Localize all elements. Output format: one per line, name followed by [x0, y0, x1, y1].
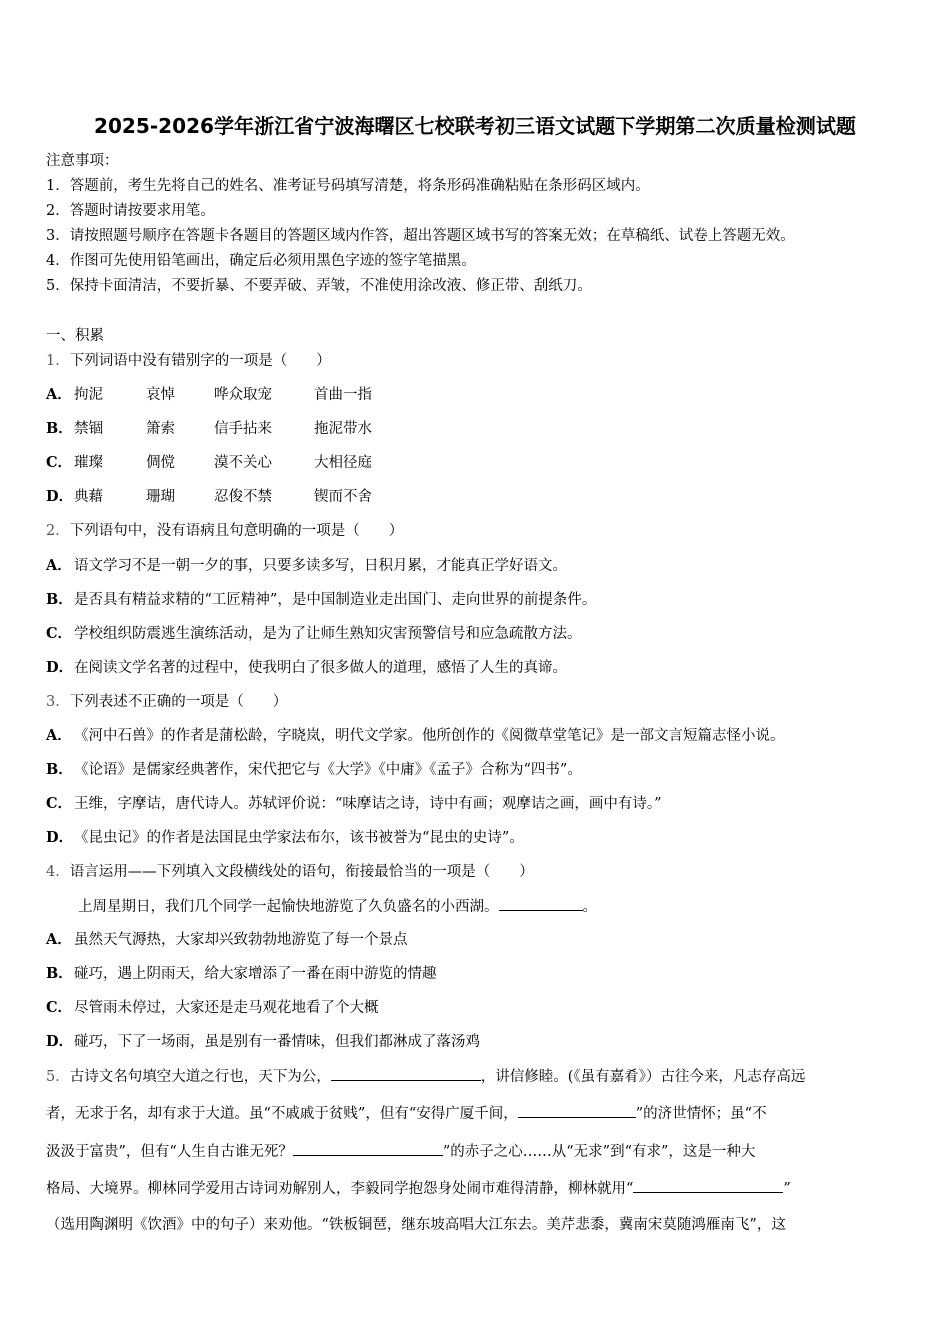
q2-option-d: [46, 658, 567, 678]
option-text: 虽然天气溽热，大家却兴致勃勃地游览了每一个景点: [74, 932, 408, 948]
option-word: 漠不关心: [214, 455, 272, 471]
question-5-line-2: [46, 1103, 767, 1124]
q3-option-a: [46, 726, 785, 746]
option-letter: D．: [46, 488, 74, 505]
notice-item: 1．答题前，考生先将自己的姓名、准考证号码填写清楚，将条形码准确粘贴在条形码区域内。: [46, 178, 650, 194]
option-text: 语文学习不是一朝一夕的事，只要多读多写，日积月累，才能真正学好语文。: [74, 558, 567, 574]
question-text: 汲汲于富贵”，但有“人生自古谁无死？: [46, 1144, 293, 1160]
question-3-stem: [46, 692, 287, 712]
answer-blank: [293, 1141, 443, 1156]
option-word: 大相径庭: [314, 455, 372, 471]
section-heading: 一、积累: [46, 328, 104, 344]
question-text: 格局、大境界。柳林同学爱用古诗词劝解别人，李毅同学抱怨身处闹市难得清静，柳林就用“: [46, 1181, 634, 1197]
notice-item: 3．请按照题号顺序在答题卡各题目的答题区域内作答，超出答题区域书写的答案无效；在草稿纸、试卷上答题无效。: [46, 228, 795, 244]
option-letter: B．: [46, 965, 73, 982]
question-text: ，讲信修睦。(《虽有嘉肴》）古往今来，凡志存高远: [480, 1069, 806, 1085]
notice-item: 5．保持卡面清洁，不要折暴、不要弄破、弄皱，不准使用涂改液、修正带、刮纸刀。: [46, 278, 592, 294]
option-text: 王维，字摩诘，唐代诗人。苏轼评价说：“味摩诘之诗，诗中有画；观摩诘之画，画中有诗。”: [74, 796, 662, 812]
option-letter: C．: [46, 999, 73, 1016]
page-title: 2025-2026学年浙江省宁波海曙区七校联考初三语文试题下学期第二次质量检测试题: [93, 114, 856, 138]
q1-option-c: [46, 453, 372, 473]
q2-option-b: [46, 590, 596, 610]
option-word: 首曲一指: [314, 387, 372, 403]
q4-option-c: [46, 998, 379, 1018]
question-text: 下列语句中，没有语病且句意明确的一项是（ ）: [69, 523, 404, 539]
question-number: 1．: [46, 353, 70, 369]
option-text: 碰巧，下了一场雨，虽是别有一番情味，但我们都淋成了落汤鸡: [74, 1034, 480, 1050]
q3-option-d: [46, 828, 524, 848]
notice-item: 2．答题时请按要求用笔。: [46, 203, 215, 219]
q1-option-b: [46, 419, 372, 439]
question-number: 3．: [46, 694, 70, 710]
notice-heading: 注意事项：: [46, 153, 119, 169]
option-text: 《论语》是儒家经典著作，宋代把它与《大学》《中庸》《孟子》合称为“四书”。: [74, 762, 582, 778]
question-text: 下列词语中没有错别字的一项是（ ）: [69, 353, 331, 369]
option-word: 禁锢: [74, 421, 103, 437]
option-word: 拖泥带水: [314, 421, 372, 437]
option-word: 箫索: [146, 421, 175, 437]
q1-option-d: [46, 487, 372, 507]
option-word: 哗众取宠: [214, 387, 272, 403]
option-text: 尽管雨未停过，大家还是走马观花地看了个大概: [74, 1000, 379, 1016]
option-letter: B．: [46, 761, 73, 778]
option-letter: C．: [46, 795, 73, 812]
question-text: ”: [783, 1181, 791, 1197]
question-number: 4．: [46, 864, 70, 880]
question-5-line-3: [46, 1141, 755, 1162]
q2-option-c: [46, 624, 582, 644]
option-letter: D．: [46, 1033, 74, 1050]
question-number: 5．: [46, 1069, 70, 1085]
question-5-line-1: [46, 1066, 805, 1087]
option-letter: D．: [46, 659, 74, 676]
option-word: 拘泥: [74, 387, 103, 403]
option-text: 在阅读文学名著的过程中，使我明白了很多做人的道理，感悟了人生的真谛。: [74, 660, 567, 676]
option-letter: C．: [46, 454, 73, 471]
question-5-line-4: [46, 1178, 791, 1199]
option-text: 是否具有精益求精的“工匠精神”，是中国制造业走出国门、走向世界的前提条件。: [74, 592, 597, 608]
option-letter: B．: [46, 420, 73, 437]
q4-passage: [46, 896, 597, 917]
question-text: 古诗文名句填空大道之行也，天下为公，: [69, 1069, 331, 1085]
option-letter: C．: [46, 625, 73, 642]
option-letter: A．: [46, 386, 72, 403]
option-letter: B．: [46, 591, 73, 608]
question-text: 者，无求于名，却有求于大道。虽“不戚戚于贫贱”，但有“安得广厦千间，: [46, 1106, 518, 1122]
question-4-stem: [46, 862, 534, 882]
passage-text: 上周星期日，我们几个同学一起愉快地游览了久负盛名的小西湖。: [78, 899, 499, 915]
option-word: 璀璨: [74, 455, 103, 471]
q4-option-d: [46, 1032, 480, 1052]
question-number: 2．: [46, 523, 70, 539]
option-word: 忍俊不禁: [214, 489, 272, 505]
question-text: ”的赤子之心……从“无求”到“有求”，这是一种大: [442, 1144, 756, 1160]
q4-option-b: [46, 964, 437, 984]
option-letter: A．: [46, 557, 72, 574]
passage-text: 。: [582, 899, 597, 915]
q1-option-a: [46, 385, 372, 405]
question-1-stem: [46, 351, 331, 371]
question-text: 语言运用——下列填入文段横线处的语句，衔接最恰当的一项是（ ）: [69, 864, 534, 880]
answer-blank: [518, 1103, 636, 1118]
option-word: 锲而不舍: [314, 489, 372, 505]
option-word: 珊瑚: [146, 489, 175, 505]
q2-option-a: [46, 556, 567, 576]
option-word: 倜傥: [146, 455, 175, 471]
option-text: 碰巧，遇上阴雨天，给大家增添了一番在雨中游览的情趣: [74, 966, 437, 982]
q4-option-a: [46, 930, 408, 950]
answer-blank: [331, 1066, 481, 1081]
option-text: 《昆虫记》的作者是法国昆虫学家法布尔，该书被誉为“昆虫的史诗”。: [74, 830, 524, 846]
option-text: 学校组织防震逃生演练活动，是为了让师生熟知灾害预警信号和应急疏散方法。: [74, 626, 582, 642]
option-word: 信手拈来: [214, 421, 272, 437]
question-5-line-5: （选用陶渊明《饮酒》中的句子）来劝他。“铁板铜琶，继东坡高唱大江东去。美芹悲黍，冀南宋莫随鸿雁南飞”，这: [46, 1217, 786, 1233]
notice-item: 4．作图可先使用铅笔画出，确定后必须用黑色字迹的签字笔描黑。: [46, 253, 476, 269]
question-text: 下列表述不正确的一项是（ ）: [69, 694, 288, 710]
option-word: 典藉: [74, 489, 103, 505]
option-letter: A．: [46, 727, 72, 744]
option-letter: D．: [46, 829, 74, 846]
answer-blank: [499, 896, 583, 911]
answer-blank: [633, 1178, 783, 1193]
q3-option-c: [46, 794, 662, 814]
option-word: 哀悼: [146, 387, 175, 403]
option-letter: A．: [46, 931, 72, 948]
option-text: 《河中石兽》的作者是蒲松龄，字晓岚，明代文学家。他所创作的《阅微草堂笔记》是一部文言短篇志怪小说。: [74, 728, 785, 744]
question-text: ”的济世情怀；虽“不: [635, 1106, 767, 1122]
question-2-stem: [46, 521, 403, 541]
q3-option-b: [46, 760, 582, 780]
